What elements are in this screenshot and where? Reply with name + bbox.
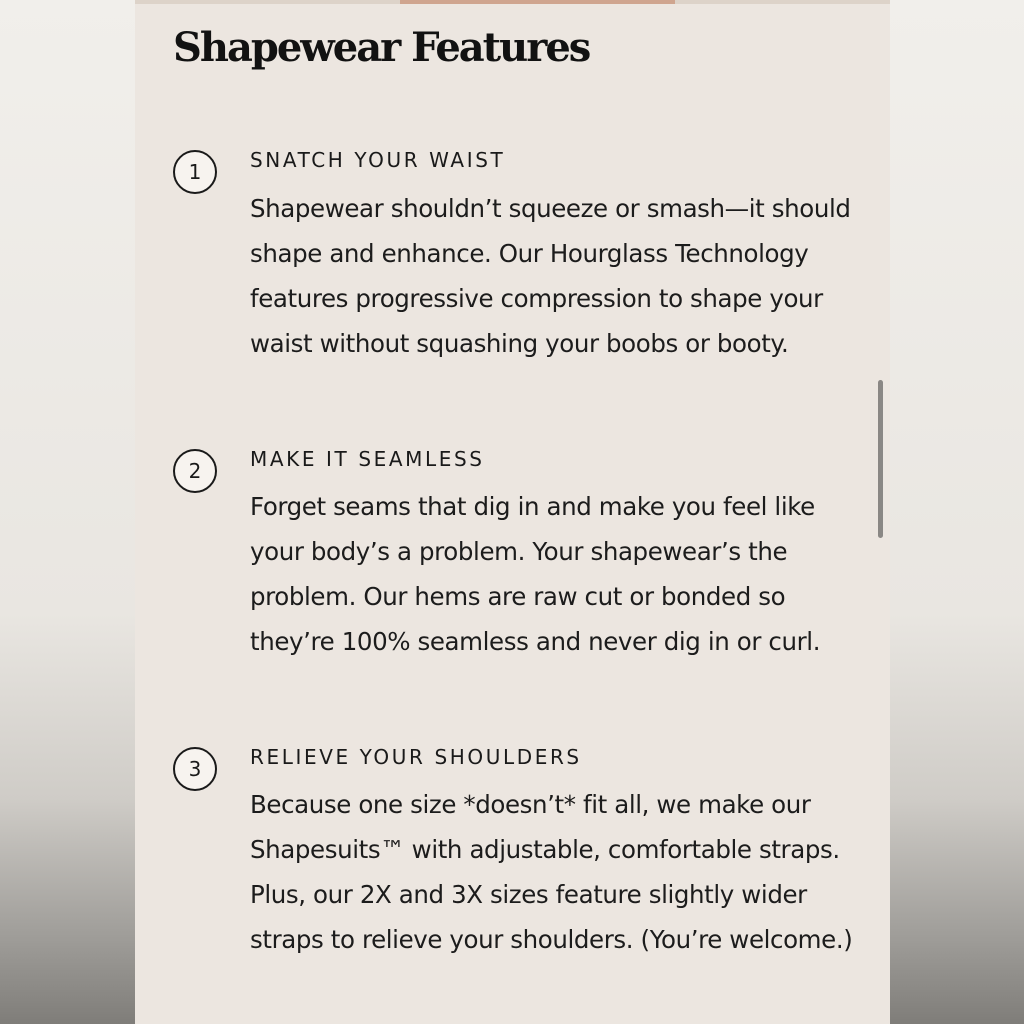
feature-body: Forget seams that dig in and make you feel like your body’s a problem. Your shapewear’s the problem. Our hems are raw cut or bonded so they’re 100% seamless and never dig in or curl. <box>250 492 821 656</box>
feature-heading: RELIEVE YOUR SHOULDERS <box>250 745 582 769</box>
feature-heading: MAKE IT SEAMLESS <box>250 447 485 471</box>
feature-body: Shapewear shouldn’t squeeze or smash—it should shape and enhance. Our Hourglass Technology features progressive compression to shape your waist without squashing your boobs or booty. <box>250 194 851 358</box>
background-left <box>0 0 135 1024</box>
feature-number-badge: 3 <box>173 747 217 791</box>
background-right <box>890 0 1024 1024</box>
feature-number-badge: 1 <box>173 150 217 194</box>
features-panel <box>135 0 890 1024</box>
top-image-accent <box>400 0 675 4</box>
scrollbar-thumb[interactable] <box>878 380 883 538</box>
feature-heading: SNATCH YOUR WAIST <box>250 148 506 172</box>
feature-body: Because one size *doesn’t* fit all, we make our Shapesuits™ with adjustable, comfortable straps. Plus, our 2X and 3X sizes feature slightly wider straps to relieve your shoulders. (You’re welcome.) <box>250 790 853 954</box>
section-title: Shapewear Features <box>173 24 590 71</box>
feature-number-badge: 2 <box>173 449 217 493</box>
